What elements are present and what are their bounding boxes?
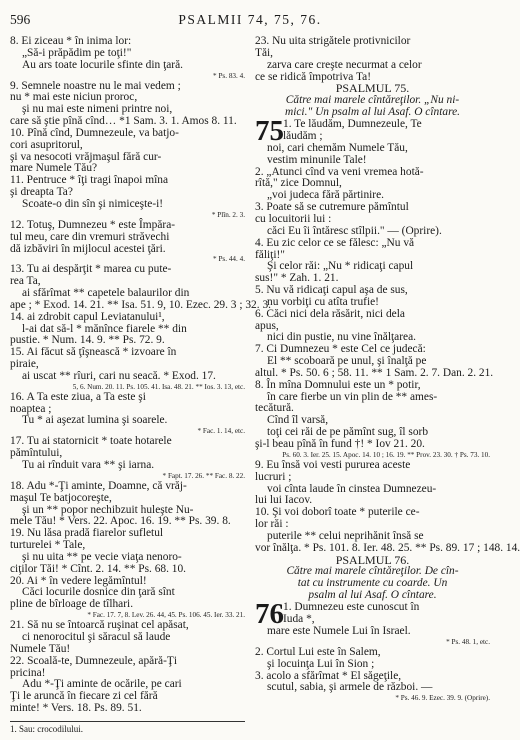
verse-line: puterile ** celui neprihănit însă se xyxy=(267,529,424,542)
verse-line: vestim minunile Tale! xyxy=(267,153,367,166)
verse-line: 6. Căci nici dela răsărit, nici dela xyxy=(255,307,405,320)
verse-line: 2. „Atunci cînd va veni vremea hotă- xyxy=(255,165,424,178)
psalm-76-opening xyxy=(255,597,490,630)
footnote: 1. Sau: crocodilului. xyxy=(10,721,245,734)
verse-line: 10. Şi voi doborî toate * puterile ce- xyxy=(255,506,420,519)
verse-line: Şi celor răi: „Nu * ridicaţi capul xyxy=(267,260,414,273)
verse-line: 10. Pînă cînd, Dumnezeule, va batjo- xyxy=(10,126,179,139)
verse-line: şi va nesocoti vrăjmaşul fără cur- xyxy=(10,150,162,163)
psalm-superscription: mici." Un psalm al lui Asaf. O cîntare. xyxy=(284,106,460,119)
verse-line: rea Ta, xyxy=(10,275,41,288)
psalm-76-verse-line: Iuda *, xyxy=(283,612,315,625)
verse-line: Tu * ai aşezat lumina şi soarele. xyxy=(22,414,168,427)
verse-line: ce se ridică împotriva Ta! xyxy=(255,70,372,83)
verse-line: 7. Ci Dumnezeu * este Cel ce judecă: xyxy=(255,343,426,356)
verse-line: cu locuitorii lui : xyxy=(255,212,332,225)
verse-line: 3. Poate să se cutremure pămîntul xyxy=(255,201,409,214)
verse-line: şi un ** popor nechibzuit huleşte Nu- xyxy=(22,503,194,516)
verse-line: piraie, xyxy=(10,358,39,371)
verse-line: pustie. * Num. 14. 9. ** Ps. 72. 9. xyxy=(10,334,165,347)
verse-line: nu * mai este niciun proroc, xyxy=(10,91,138,104)
verse-line: El ** scoboară pe unul, şi înalţă pe xyxy=(267,355,427,368)
verse-line: Cînd îl varsă, xyxy=(267,414,329,427)
psalm-75-opening xyxy=(255,114,490,147)
verse-line: 12. Totuş, Dumnezeu * este Împăra- xyxy=(10,218,176,231)
two-column-body xyxy=(10,35,520,715)
verse-line: 19. Nu lăsa pradă fiarelor sufletul xyxy=(10,527,164,540)
psalm-heading: PSALMUL 75. xyxy=(335,81,410,96)
verse-line: 17. Tu ai statornicit * toate hotarele xyxy=(10,435,172,448)
verse-line: voi cînta laude în cinstea Dumnezeu- xyxy=(267,482,437,495)
cross-reference-line: 5, 6. Num. 20. 11. Ps. 105. 41. Isa. 48. 21. ** Ios. 3. 13, etc. xyxy=(72,382,245,391)
verse-line: 13. Tu ai despărţit * marea cu pute- xyxy=(10,263,172,276)
verse-line: şi nu uita ** pe vecie viaţa nenoro- xyxy=(22,550,182,563)
cross-reference-line: * Fapt. 17. 26. ** Fac. 8. 22. xyxy=(162,471,245,480)
verse-line: 11. Pentruce * îţi tragi înapoi mîna xyxy=(10,174,169,187)
verse-line: lui lui Iacov. xyxy=(255,494,313,507)
verse-line: 14. ai zdrobit capul Leviatanului¹, xyxy=(10,310,165,323)
cross-reference-line: * Fac. 17. 7, 8. Lev. 26. 44, 45. Ps. 106. 45. Ier. 33. 21. xyxy=(87,611,245,620)
psalm-75-drop-number: 75 xyxy=(255,114,284,147)
verse-line: lor răi : xyxy=(255,518,289,531)
verse-line: Ţi le aruncă în fiecare zi cel fără xyxy=(10,690,158,703)
verse-line: nu vorbiţi cu atîta trufie! xyxy=(267,295,379,308)
verse-line: Au ars toate locurile sfinte din ţară. xyxy=(22,58,183,71)
verse-line: ai sfărîmat ** capetele balaurilor din xyxy=(22,287,190,300)
verse-line: 5. Nu vă ridicaţi capul aşa de sus, xyxy=(255,284,408,297)
verse-line: ciţilor Tăi! * Cînt. 2. 14. ** Ps. 68. 10. xyxy=(10,562,187,575)
verse-line: făliţi!" xyxy=(255,248,285,261)
page-number: 596 xyxy=(10,12,31,27)
verse-line: tecătură. xyxy=(255,402,294,415)
verse-line: cori asupritorul, xyxy=(10,138,83,151)
verse-line: „Să-i prăpădim pe toţi!" xyxy=(22,46,132,59)
verse-line: apus, xyxy=(255,319,279,332)
verse-line: nici din pustie, nu vine înălţarea. xyxy=(267,331,416,344)
verse-line: 9. Semnele noastre nu le mai vedem ; xyxy=(10,79,181,92)
cross-reference-line: Ps. 60. 3. Ier. 25. 15. Apoc. 14. 10 ; 16. 19. ** Prov. 23. 30. † Ps. 73. 10. xyxy=(282,450,490,459)
verse-line: şi dreapta Ta? xyxy=(10,186,73,199)
verse-line: 8. În mîna Domnului este un * potir, xyxy=(255,378,421,391)
verse-line: mele Tău! * Vers. 22. Apoc. 16. 19. ** Ps. 39. 8. xyxy=(10,515,231,528)
cross-reference-line: * Plîn. 2. 3. xyxy=(211,210,245,219)
verse-line: şi nu mai este nimeni printre noi, xyxy=(22,103,173,116)
verse-line: 21. Să nu se întoarcă ruşinat cel apăsat, xyxy=(10,619,189,632)
psalm-heading: PSALMUL 76. xyxy=(335,552,410,567)
verse-line: Tăi, xyxy=(255,46,274,59)
psalm-76-verse-line: 1. Dumnezeu este cunoscut în xyxy=(283,600,420,613)
verse-line: lucruri ; xyxy=(255,470,292,483)
verse-line: şi-l beau pînă în fund †! * Iov 21. 20. xyxy=(255,438,425,450)
verse-line: maşul Te batjocoreşte, xyxy=(10,491,112,504)
verse-line: Adu *-Ţi aminte de ocările, pe cari xyxy=(22,678,182,691)
verse-line: ape ; * Exod. 14. 21. ** Isa. 51. 9, 10. Ezec. 29. 3 ; 32. 3. xyxy=(10,298,271,311)
verse-line: Căci locurile dosnice din ţară sînt xyxy=(22,586,175,599)
right-column xyxy=(255,35,520,715)
verse-line: 23. Nu uita strigătele protivnicilor xyxy=(255,35,411,47)
verse-line: turturelei * Tale, xyxy=(10,539,86,552)
verse-line: rîtă," zice Domnul, xyxy=(255,177,342,190)
verse-line: 4. Eu zic celor ce se fălesc: „Nu vă xyxy=(255,236,415,249)
psalm-superscription: tat cu instrumente cu coarde. Un xyxy=(297,577,448,590)
verse-line: minte! * Vers. 18. Ps. 89. 51. xyxy=(10,702,142,715)
verse-line: zarva care creşte necurmat a celor xyxy=(267,58,422,71)
cross-reference-line: * Ps. 46. 9. Ezec. 39. 9. (Oprire). xyxy=(395,694,490,703)
psalm-75-verse-line: 1. Te lăudăm, Dumnezeule, Te xyxy=(283,117,422,130)
verse-line: noaptea ; xyxy=(10,402,52,415)
psalm-superscription: Către mai marele cîntăreţilor. De cîn- xyxy=(286,565,459,578)
verse-line: mare este Numele Lui în Israel. xyxy=(267,624,411,637)
verse-line: 18. Adu *-Ţi aminte, Doamne, că vrăj- xyxy=(10,479,187,492)
verse-line: pămîntului, xyxy=(10,447,63,460)
verse-line: „voi judeca fără părtinire. xyxy=(267,189,385,202)
verse-line: pline de bîrloage de tîlhari. xyxy=(10,598,134,611)
verse-line: în care fierbe un vin plin de ** ames- xyxy=(267,390,438,403)
verse-line: 22. Scoală-te, Dumnezeule, apără-Ţi xyxy=(10,654,177,667)
verse-line: l-ai dat să-l * mănînce fiarele ** din xyxy=(22,322,187,335)
psalm-75-verse-line: lăudăm ; xyxy=(283,129,323,142)
verse-line: care să ştie pînă cînd… *1 Sam. 3. 1. Amos 8. 11. xyxy=(10,115,237,128)
psalm-superscription: psalm al lui Asaf. O cîntare. xyxy=(308,589,437,602)
verse-line: căci Eu îi întăresc stîlpii." — (Oprire). xyxy=(267,224,442,237)
verse-line: noi, cari chemăm Numele Tău, xyxy=(267,141,408,154)
psalm-76-drop-number: 76 xyxy=(255,597,284,630)
verse-line: şi locuinţa Lui în Sion ; xyxy=(267,657,375,670)
verse-line: altul. * Ps. 50. 6 ; 58. 11. ** 1 Sam. 2. 7. Dan. 2. 21. xyxy=(255,366,494,379)
verse-line: Tu ai rînduit vara ** şi iarna. xyxy=(22,459,155,471)
verse-line: tul meu, care din vremuri străvechi xyxy=(10,230,170,243)
verse-line: ci nenorocitul şi săracul să laude xyxy=(22,630,171,643)
verse-line: 9. Eu însă voi vesti pururea aceste xyxy=(255,458,411,471)
verse-line: Numele Tău! xyxy=(10,642,71,655)
cross-reference-line: * Ps. 44. 4. xyxy=(213,255,245,264)
page-header xyxy=(10,12,490,30)
verse-line: 8. Ei ziceau * în inima lor: xyxy=(10,35,132,47)
verse-line: Scoate-o din sîn şi nimiceşte-i! xyxy=(22,197,164,210)
verse-line: 15. Ai făcut să ţîşnească * izvoare în xyxy=(10,346,177,359)
verse-line: 20. Ai * în vedere legămîntul! xyxy=(10,574,147,587)
verse-line: ai uscat ** rîuri, cari nu seacă. * Exod. 17. xyxy=(22,369,216,382)
verse-line: 16. A Ta este ziua, a Ta este şi xyxy=(10,390,146,403)
verse-line: toţi cei răi de pe pămînt sug, îl sorb xyxy=(267,426,429,439)
verse-line: pricina! xyxy=(10,666,46,679)
verse-line: 3. acolo a sfărîmat * El săgeţile, xyxy=(255,669,402,682)
cross-reference-line: * Fac. 1. 14, etc. xyxy=(197,427,245,436)
verse-line: mare Numele Tău? xyxy=(10,162,98,175)
verse-line: dă izbăviri în mijlocul acestei ţări. xyxy=(10,242,166,255)
verse-line: sus!" * Zah. 1. 21. xyxy=(255,272,339,285)
psalm-superscription: Către mai marele cîntăreţilor. „Nu ni- xyxy=(285,94,460,107)
verse-line: 2. Cortul Lui este în Salem, xyxy=(255,645,381,658)
cross-reference-line: * Ps. 48. 1, etc. xyxy=(446,637,490,646)
verse-line: scutul, sabia, şi armele de război. — xyxy=(267,681,433,694)
page-title: PSALMII 74, 75, 76. xyxy=(178,12,322,27)
cross-reference-line: * Ps. 83. 4. xyxy=(213,71,245,80)
verse-line: vor înălţa. * Ps. 101. 8. Ier. 48. 25. ** Ps. 89. 17 ; 148. 14. xyxy=(255,541,520,554)
